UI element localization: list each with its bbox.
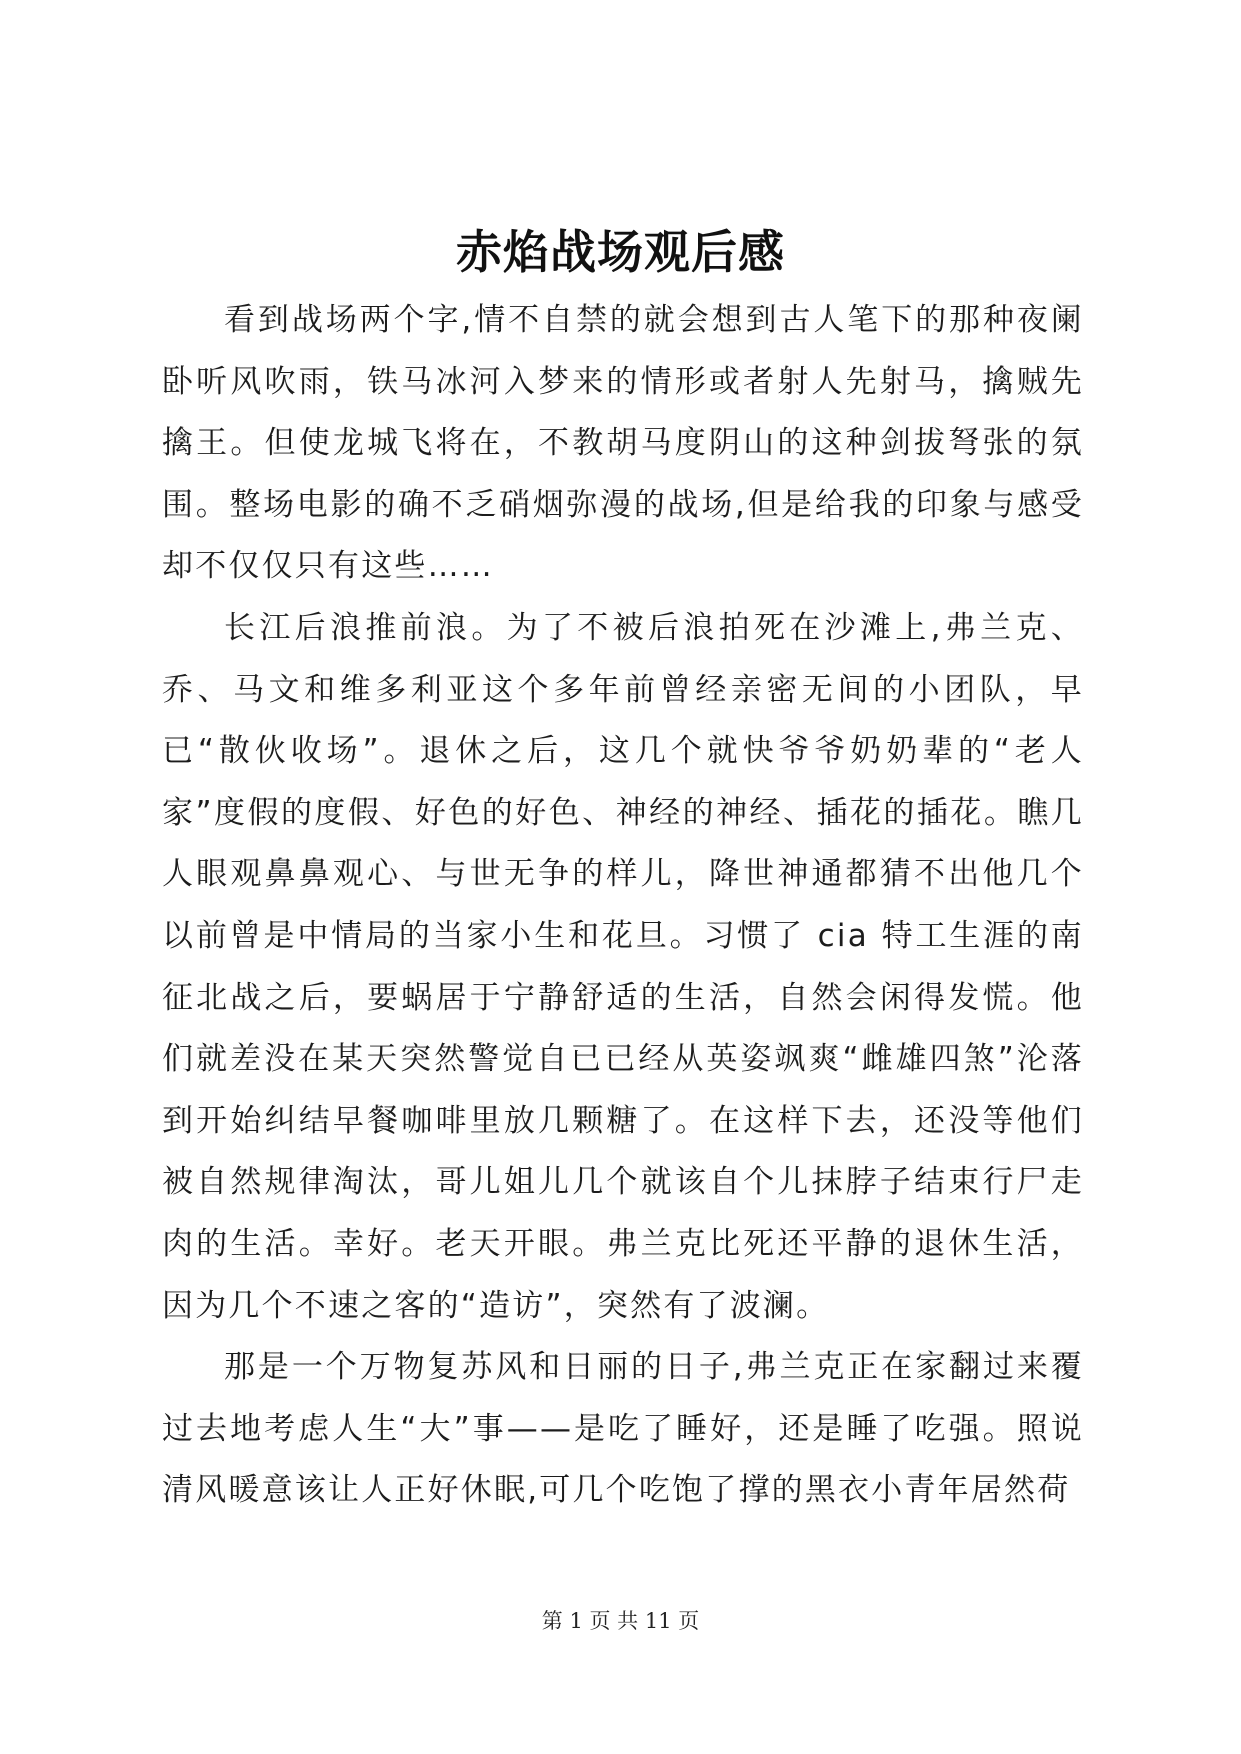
paragraph-2: 长江后浪推前浪。为了不被后浪拍死在沙滩上,弗兰克、乔、马文和维多利亚这个多年前曾经亲密无间的小团队，早已“散伙收场”。退休之后，这几个就快爷爷奶奶辈的“老人家”度假的度假、好色的好色、神经的神经、插花的插花。瞧几人眼观鼻鼻观心、与世无争的样儿，降世神通都猜不出他几个以前曾是中情局的当家小生和花旦。习惯了 cia 特工生涯的南征北战之后，要蜗居于宁静舒适的生活，自然会闲得发慌。他们就差没在某天突然警觉自已已经从英姿飒爽“雌雄四煞”沦落到开始纠结早餐咖啡里放几颗糖了。在这样下去，还没等他们被自然规律淘汰，哥儿姐儿几个就该自个儿抹脖子结束行尸走肉的生活。幸好。老天开眼。弗兰克比死还平静的退休生活，因为几个不速之客的“造访”，突然有了波澜。 [162, 609, 1084, 1324]
paragraph-1: 看到战场两个字,情不自禁的就会想到古人笔下的那种夜阑卧听风吹雨，铁马冰河入梦来的情形或者射人先射马，擒贼先擒王。但使龙城飞将在，不教胡马度阴山的这种剑拔弩张的氛围。整场电影的确不乏硝烟弥漫的战场,但是给我的印象与感受却不仅仅只有这些…… [162, 302, 1084, 585]
paragraph-3: 那是一个万物复苏风和日丽的日子,弗兰克正在家翻过来覆过去地考虑人生“大”事——是吃了睡好，还是睡了吃强。照说清风暖意该让人正好休眠,可几个吃饱了撑的黑衣小青年居然荷 [162, 1349, 1084, 1509]
page-number-footer: 第 1 页 共 11 页 [541, 1609, 700, 1633]
document-body [162, 290, 1084, 1522]
document-title: 赤焰战场观后感 [456, 225, 785, 279]
